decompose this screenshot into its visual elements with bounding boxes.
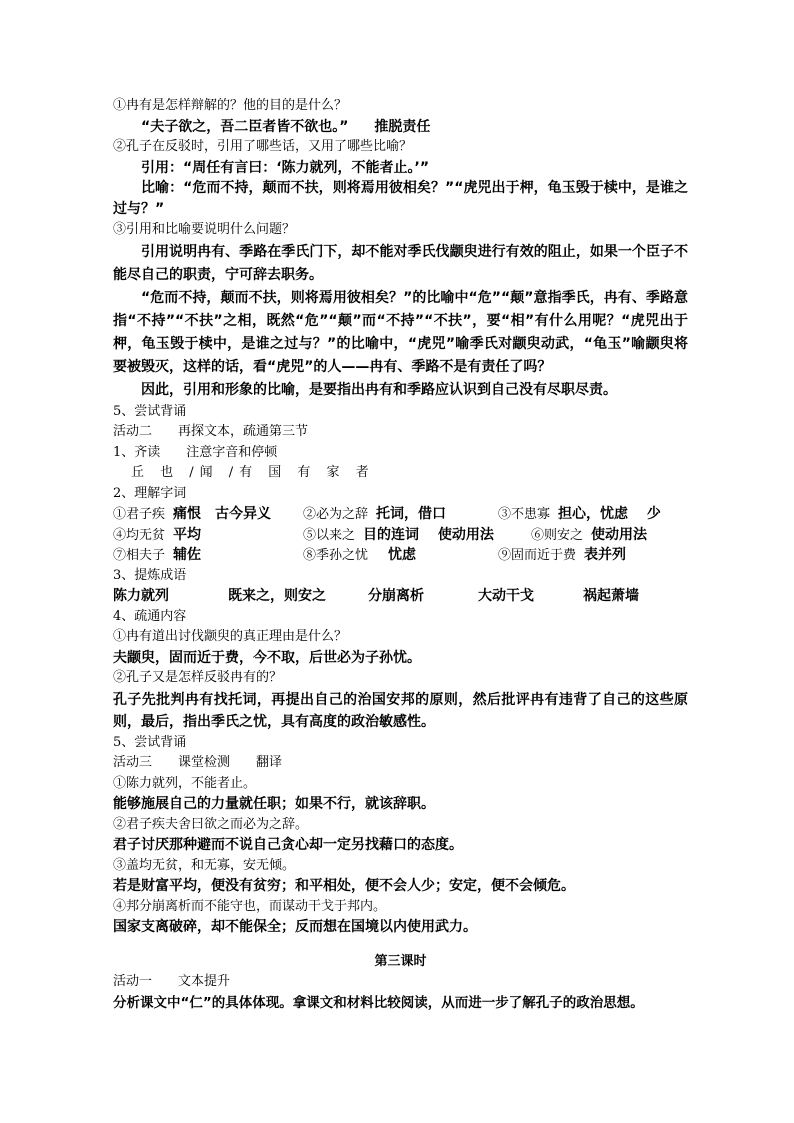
answer-2-metaphor: 比喻：“危而不持，颠而不扶，则将焉用彼相矣？”“虎兕出于柙，龟玉毁于椟中，是谁之过与？” [113,180,688,217]
answer-3-paragraph-1: 引用说明冉有、季路在季氏门下，却不能对季氏伐颛臾进行有效的阻止，如果一个臣子不能尽自己的职责，宁可辞去职务。 [113,243,688,283]
vocab-item: ②必为之辞 托词，借口 [303,506,447,522]
translation-answer-3: 若是财富平均，便没有贫穷；和平相处，便不会人少；安定，便不会倾危。 [113,878,575,894]
idiom-row [113,586,688,607]
pause-marks-line: 丘 也 /闻 /有 国 有 家 者 [131,465,375,480]
translation-answer-1: 能够施展自己的力量就任职；如果不行，就该辞职。 [113,796,435,812]
lesson-3-title: 第三课时 [374,953,427,969]
idiom-item: 大动干戈 [478,588,534,604]
section-vocabulary: 2、理解字词 [113,485,187,501]
translation-answer-2: 君子讨厌那种避而不说自己贪心却一定另找藉口的态度。 [113,837,463,853]
answer-3-paragraph-2: “危而不持，颠而不扶，则将焉用彼相矣？”的比喻中“危”“颠”意指季氏，冉有、季路意指“不持”“不扶”之相，既然“危”“颠”而“不持”“不扶”，要“相”有什么用呢？“虎兕出于柙，龟玉毁于椟中，是谁之过与？”的比喻中，“虎兕”喻季氏对颛臾动武，“龟玉”喻颛臾将要被毁灭，这样的话，看“虎兕”的人——冉有、季路不是有责任了吗？ [113,289,688,375]
translation-question-3: ③盖均无贫，和无寡，安无倾。 [113,857,296,873]
idiom-item: 祸起萧墙 [583,588,639,604]
activity-2-heading: 活动二 再探文本，疏通第三节 [113,424,309,439]
section-content: 4、疏通内容 [113,608,187,624]
section-recite-1: 5、尝试背诵 [113,403,187,419]
vocab-item: ⑨固而近于费 表并列 [498,547,627,563]
section-read-aloud: 1、齐读 注意字音和停顿 [113,444,278,460]
vocab-item: ⑤以来之 目的连词 使动用法 [303,526,494,543]
vocab-row-1 [113,504,688,525]
answer-1-quote: “夫子欲之，吾二臣者皆不欲也。” [141,118,349,135]
answer-2-citation: 引用：“周任有言曰：‘陈力就列，不能者止。’” [141,159,430,176]
activity-1-heading: 活动一 文本提升 [113,974,231,989]
idiom-item: 分崩离析 [368,588,424,604]
vocab-item: ⑦相夫子 辅佐 [113,547,202,563]
vocab-item: ⑧季孙之忧 忧虑 [303,547,417,563]
translation-question-4: ④邦分崩离析而不能守也，而谋动干戈于邦内。 [113,898,387,914]
section-recite-2: 5、尝试背诵 [113,734,187,750]
document-page [113,96,688,1013]
section-idioms: 3、提炼成语 [113,567,187,583]
idiom-item: 既来之，则安之 [228,588,326,604]
translation-answer-4: 国家支离破碎，却不能保全；反而想在国境以内使用武力。 [113,919,477,935]
vocab-item: ⑥则安之 使动用法 [531,526,648,543]
vocab-row-2 [113,525,688,546]
answer-4: 夫颛臾，固而近于费，今不取，后世必为子孙忧。 [113,649,421,666]
final-task: 分析课文中“仁”的具体体现。拿课文和材料比较阅读，从而进一步了解孔子的政治思想。 [113,994,644,1011]
vocab-row-3 [113,545,688,566]
idiom-item: 陈力就列 [113,588,169,604]
answer-5: 孔子先批判冉有找托词，再提出自己的治国安邦的原则，然后批评冉有违背了自己的这些原则，最后，指出季氏之忧，具有高度的政治敏感性。 [113,691,688,730]
translation-question-2: ②君子疾夫舍曰欲之而必为之辞。 [113,816,309,832]
answer-1 [113,117,688,138]
question-1: ①冉有是怎样辩解的？他的目的是什么？ [113,98,348,113]
question-2: ②孔子在反驳时，引用了哪些话，又用了哪些比喻？ [113,139,413,154]
vocab-item: ①君子疾 痛恨 古今异义 [113,506,272,522]
vocab-item: ③不患寡 担心，忧虑 少 [498,506,661,522]
answer-1-purpose: 推脱责任 [374,118,431,135]
question-3: ③引用和比喻要说明什么问题？ [113,222,296,237]
answer-3-paragraph-3: 因此，引用和形象的比喻，是要指出冉有和季路应认识到自己没有尽职尽责。 [141,381,617,398]
vocab-item: ④均无贫 平均 [113,526,202,543]
question-4: ①冉有道出讨伐颛臾的真正理由是什么？ [113,629,348,644]
question-5: ②孔子又是怎样反驳冉有的？ [113,670,283,685]
translation-question-1: ①陈力就列，不能者止。 [113,775,257,791]
activity-3-heading: 活动三 课堂检测 翻译 [113,755,283,770]
